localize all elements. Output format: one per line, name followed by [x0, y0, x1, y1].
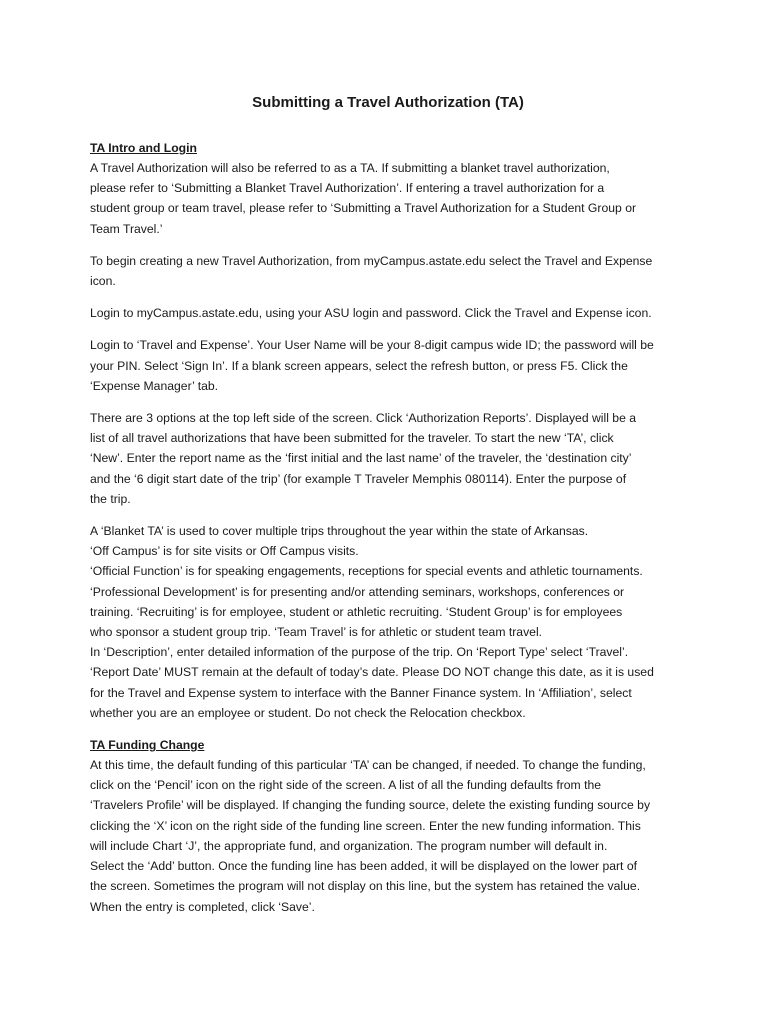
paragraph — [90, 251, 686, 291]
text-line: ‘Expense Manager’ tab. — [90, 378, 219, 393]
text-line: your PIN. Select ‘Sign In’. If a blank screen appears, select the refresh button, or press F5. Click the — [90, 358, 628, 373]
text-line: ‘Official Function’ is for speaking engagements, receptions for special events and athletic tournaments. — [90, 564, 643, 579]
text-line: Login to myCampus.astate.edu, using your ASU login and password. Click the Travel and Expense icon. — [90, 306, 652, 321]
section-heading: TA Funding Change — [90, 738, 205, 753]
text-line: icon. — [90, 274, 116, 289]
text-line: Select the ‘Add’ button. Once the funding line has been added, it will be displayed on the lower part of — [90, 859, 637, 874]
text-line: please refer to ‘Submitting a Blanket Travel Authorization’. If entering a travel authorization for a — [90, 181, 605, 196]
paragraph — [90, 521, 686, 723]
paragraph — [90, 335, 686, 396]
text-line: ‘Professional Development’ is for presenting and/or attending seminars, workshops, conferences or — [90, 584, 625, 599]
text-line: There are 3 options at the top left side of the screen. Click ‘Authorization Reports’. Displayed will be a — [90, 411, 637, 426]
paragraph — [90, 408, 686, 509]
text-line: To begin creating a new Travel Authorization, from myCampus.astate.edu select the Travel and Expense — [90, 253, 653, 268]
text-line: Login to ‘Travel and Expense’. Your User Name will be your 8-digit campus wide ID; the password will be — [90, 338, 654, 353]
text-line: click on the ‘Pencil’ icon on the right side of the screen. A list of all the funding defaults from the — [90, 778, 602, 793]
text-line: A Travel Authorization will also be referred to as a TA. If submitting a blanket travel authorization, — [90, 161, 610, 175]
text-line: for the Travel and Expense system to interface with the Banner Finance system. In ‘Affiliation’, select — [90, 685, 632, 700]
document-body — [90, 138, 686, 917]
paragraph — [90, 303, 686, 323]
text-line: ‘Off Campus’ is for site visits or Off Campus visits. — [90, 544, 359, 559]
text-line: student group or team travel, please refer to ‘Submitting a Travel Authorization for a Student Group or — [90, 201, 637, 216]
paragraph — [90, 158, 686, 239]
text-line: will include Chart ‘J’, the appropriate fund, and organization. The program number will default in. — [90, 838, 608, 853]
text-line: ‘Travelers Profile’ will be displayed. If changing the funding source, delete the existing funding source by — [90, 798, 651, 813]
document-page — [90, 92, 686, 929]
text-line: In ‘Description’, enter detailed information of the purpose of the trip. On ‘Report Type’ select ‘Travel’. — [90, 645, 629, 660]
text-line: ‘New’. Enter the report name as the ‘first initial and the last name’ of the traveler, the ‘destination city’ — [90, 451, 632, 466]
text-line: clicking the ‘X’ icon on the right side of the funding line screen. Enter the new funding information. This — [90, 818, 641, 833]
text-line: the trip. — [90, 491, 131, 506]
text-line: ‘Report Date’ MUST remain at the default of today’s date. Please DO NOT change this date, as it is used — [90, 665, 654, 680]
text-line: A ‘Blanket TA’ is used to cover multiple trips throughout the year within the state of Arkansas. — [90, 524, 589, 539]
text-line: Team Travel.’ — [90, 221, 163, 236]
text-line: the screen. Sometimes the program will not display on this line, but the system has retained the value. — [90, 879, 641, 894]
text-line: whether you are an employee or student. Do not check the Relocation checkbox. — [90, 705, 526, 720]
text-line: training. ‘Recruiting’ is for employee, student or athletic recruiting. ‘Student Group’ is for employees — [90, 604, 623, 619]
text-line: and the ‘6 digit start date of the trip’ (for example T Traveler Memphis 080114). Enter the purpose of — [90, 471, 627, 486]
document-title: Submitting a Travel Authorization (TA) — [252, 94, 524, 111]
text-line: list of all travel authorizations that have been submitted for the traveler. To start the new ‘TA’, click — [90, 431, 614, 446]
text-line: who sponsor a student group trip. ‘Team Travel’ is for athletic or student team travel. — [90, 625, 543, 640]
section-heading: TA Intro and Login — [90, 141, 197, 155]
text-line: When the entry is completed, click ‘Save’. — [90, 899, 315, 914]
paragraph — [90, 755, 686, 917]
text-line: At this time, the default funding of this particular ‘TA’ can be changed, if needed. To change the funding, — [90, 758, 646, 773]
